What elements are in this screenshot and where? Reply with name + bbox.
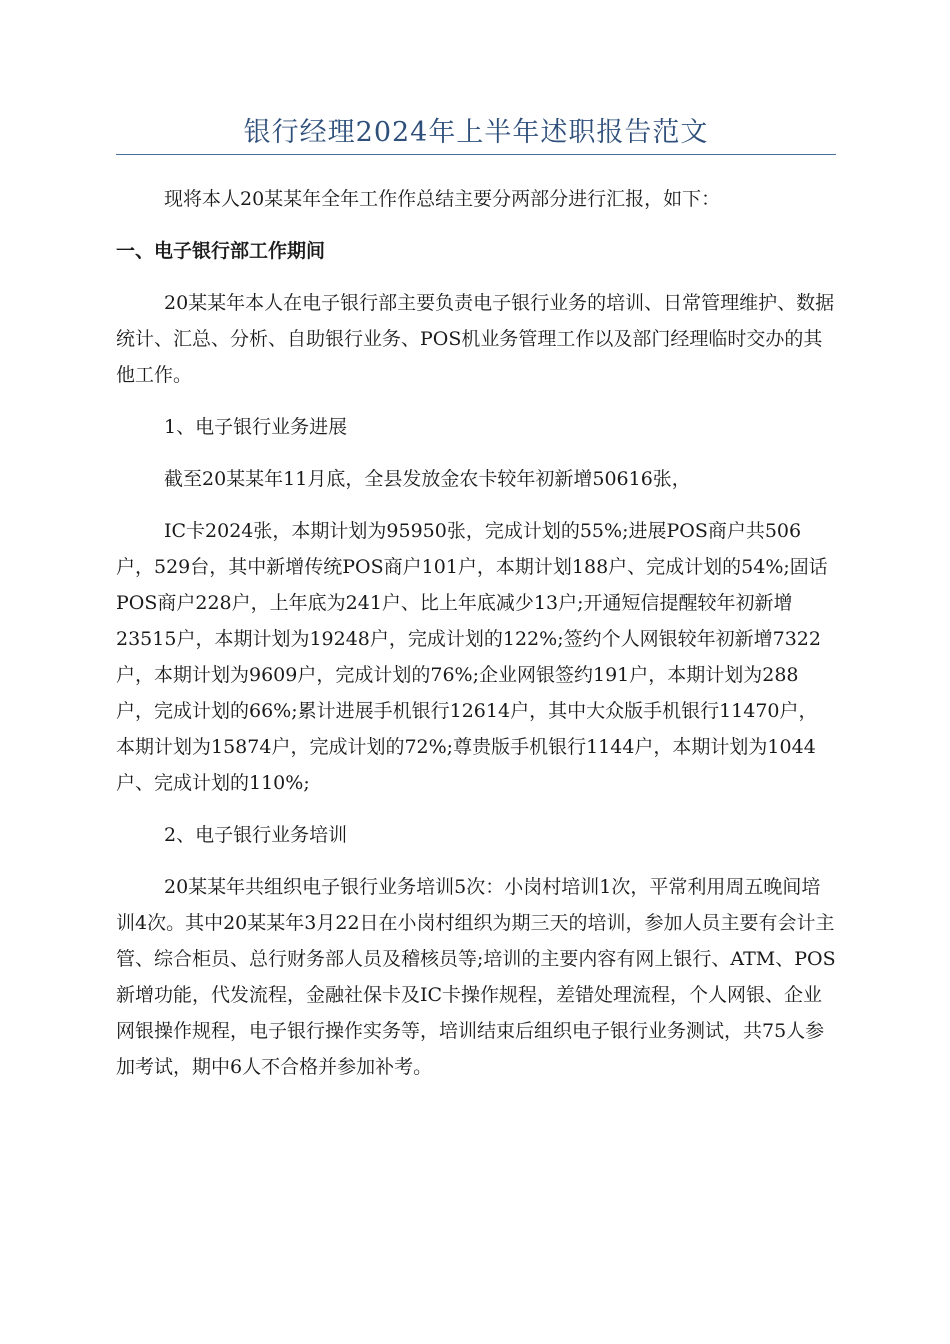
title-underline <box>116 154 836 155</box>
subsection1-heading: 1、电子银行业务进展 <box>164 416 348 438</box>
subsection1-paragraph-2: IC卡2024张，本期计划为95950张，完成计划的55%;进展POS商户共506户，529台，其中新增传统POS商户101户，本期计划188户、完成计划的54%;固话POS商户228户，上年底为241户、比上年底减少13户;开通短信提醒较年初新增23515户，本期计划为19248户，完成计划的122%;签约个人网银较年初新增7322户，本期计划为9609户，完成计划的76%;企业网银签约191户，本期计划为288户，完成计划的66%;累计进展手机银行12614户，其中大众版手机银行11470户，本期计划为15874户，完成计划的72%;尊贵版手机银行1144户，本期计划为1044户、完成计划的110%; <box>116 520 828 794</box>
subsection1-paragraph-1: 截至20某某年11月底，全县发放金农卡较年初新增50616张， <box>164 468 691 490</box>
document-page <box>116 0 836 1085</box>
intro-paragraph: 现将本人20某某年全年工作作总结主要分两部分进行汇报，如下： <box>164 188 721 210</box>
section1-paragraph: 20某某年本人在电子银行部主要负责电子银行业务的培训、日常管理维护、数据统计、汇总、分析、自助银行业务、POS机业务管理工作以及部门经理临时交办的其他工作。 <box>116 292 835 386</box>
subsection2-paragraph: 20某某年共组织电子银行业务培训5次：小岗村培训1次，平常利用周五晚间培训4次。其中20某某年3月22日在小岗村组织为期三天的培训，参加人员主要有会计主管、综合柜员、总行财务部人员及稽核员等;培训的主要内容有网上银行、ATM、POS新增功能，代发流程，金融社保卡及IC卡操作规程，差错处理流程，个人网银、企业网银操作规程，电子银行操作实务等，培训结束后组织电子银行业务测试，共75人参加考试，期中6人不合格并参加补考。 <box>116 876 836 1078</box>
section-heading: 一、电子银行部工作期间 <box>116 240 326 262</box>
subsection2-heading: 2、电子银行业务培训 <box>164 824 348 846</box>
document-title: 银行经理2024年上半年述职报告范文 <box>243 117 709 148</box>
